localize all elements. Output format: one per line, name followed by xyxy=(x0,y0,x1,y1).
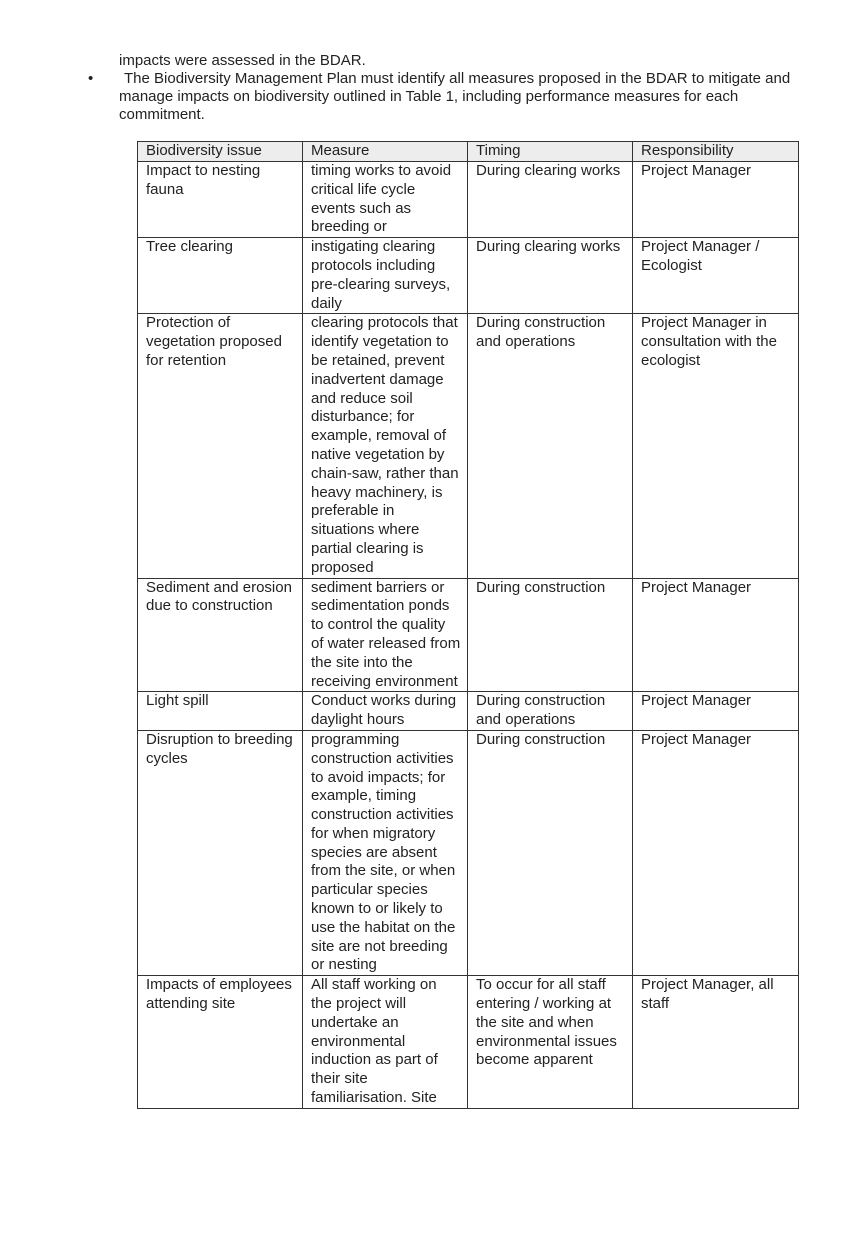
table-row xyxy=(138,578,799,692)
cell-timing: During clearing works xyxy=(468,238,633,314)
cell-responsibility: Project Manager xyxy=(633,578,799,692)
cell-issue: Impacts of employees attending site xyxy=(138,976,303,1109)
table-row xyxy=(138,314,799,578)
cell-timing: During construction and operations xyxy=(468,314,633,578)
biodiversity-measures-table xyxy=(137,141,799,1109)
cell-measure: programming construction activities to avoid impacts; for example, timing construction activities for when migratory species are absent from the site, or when particular species known to or likely to use the habitat on the site are not breeding or nesting xyxy=(303,730,468,975)
header-measure: Measure xyxy=(303,142,468,162)
cell-responsibility: Project Manager / Ecologist xyxy=(633,238,799,314)
table-row xyxy=(138,162,799,238)
table-header-row xyxy=(138,142,799,162)
table-row xyxy=(138,976,799,1109)
table-row xyxy=(138,238,799,314)
cell-responsibility: Project Manager xyxy=(633,730,799,975)
bullet-paragraph: The Biodiversity Management Plan must identify all measures proposed in the BDAR to mitigate and manage impacts on biodiversity outlined in Table 1, including performance measures for each commitment. xyxy=(119,70,791,123)
intro-text xyxy=(0,52,854,124)
cell-issue: Light spill xyxy=(138,692,303,731)
cell-issue: Disruption to breeding cycles xyxy=(138,730,303,975)
cell-issue: Impact to nesting fauna xyxy=(138,162,303,238)
cell-measure: clearing protocols that identify vegetation to be retained, prevent inadvertent damage and reduce soil disturbance; for example, removal of native vegetation by chain-saw, rather than heavy machinery, is preferable in situations where partial clearing is proposed xyxy=(303,314,468,578)
cell-measure: timing works to avoid critical life cycle events such as breeding or xyxy=(303,162,468,238)
bullet-marker: • xyxy=(88,70,94,87)
cell-responsibility: Project Manager, all staff xyxy=(633,976,799,1109)
table-row xyxy=(138,692,799,731)
header-timing: Timing xyxy=(468,142,633,162)
cell-issue: Sediment and erosion due to construction xyxy=(138,578,303,692)
carry-over-line: impacts were assessed in the BDAR. xyxy=(119,52,366,69)
cell-timing: During construction xyxy=(468,730,633,975)
cell-issue: Tree clearing xyxy=(138,238,303,314)
cell-responsibility: Project Manager in consultation with the ecologist xyxy=(633,314,799,578)
cell-timing: To occur for all staff entering / working at the site and when environmental issues become apparent xyxy=(468,976,633,1109)
header-responsibility: Responsibility xyxy=(633,142,799,162)
cell-measure: All staff working on the project will undertake an environmental induction as part of their site familiarisation. Site xyxy=(303,976,468,1109)
table-row xyxy=(138,730,799,975)
cell-responsibility: Project Manager xyxy=(633,162,799,238)
cell-issue: Protection of vegetation proposed for retention xyxy=(138,314,303,578)
bullet-item xyxy=(0,70,854,124)
header-biodiversity-issue: Biodiversity issue xyxy=(138,142,303,162)
cell-responsibility: Project Manager xyxy=(633,692,799,731)
cell-timing: During construction xyxy=(468,578,633,692)
cell-measure: sediment barriers or sedimentation ponds to control the quality of water released from the site into the receiving environment xyxy=(303,578,468,692)
cell-measure: instigating clearing protocols including pre-clearing surveys, daily xyxy=(303,238,468,314)
cell-timing: During construction and operations xyxy=(468,692,633,731)
cell-measure: Conduct works during daylight hours xyxy=(303,692,468,731)
cell-timing: During clearing works xyxy=(468,162,633,238)
